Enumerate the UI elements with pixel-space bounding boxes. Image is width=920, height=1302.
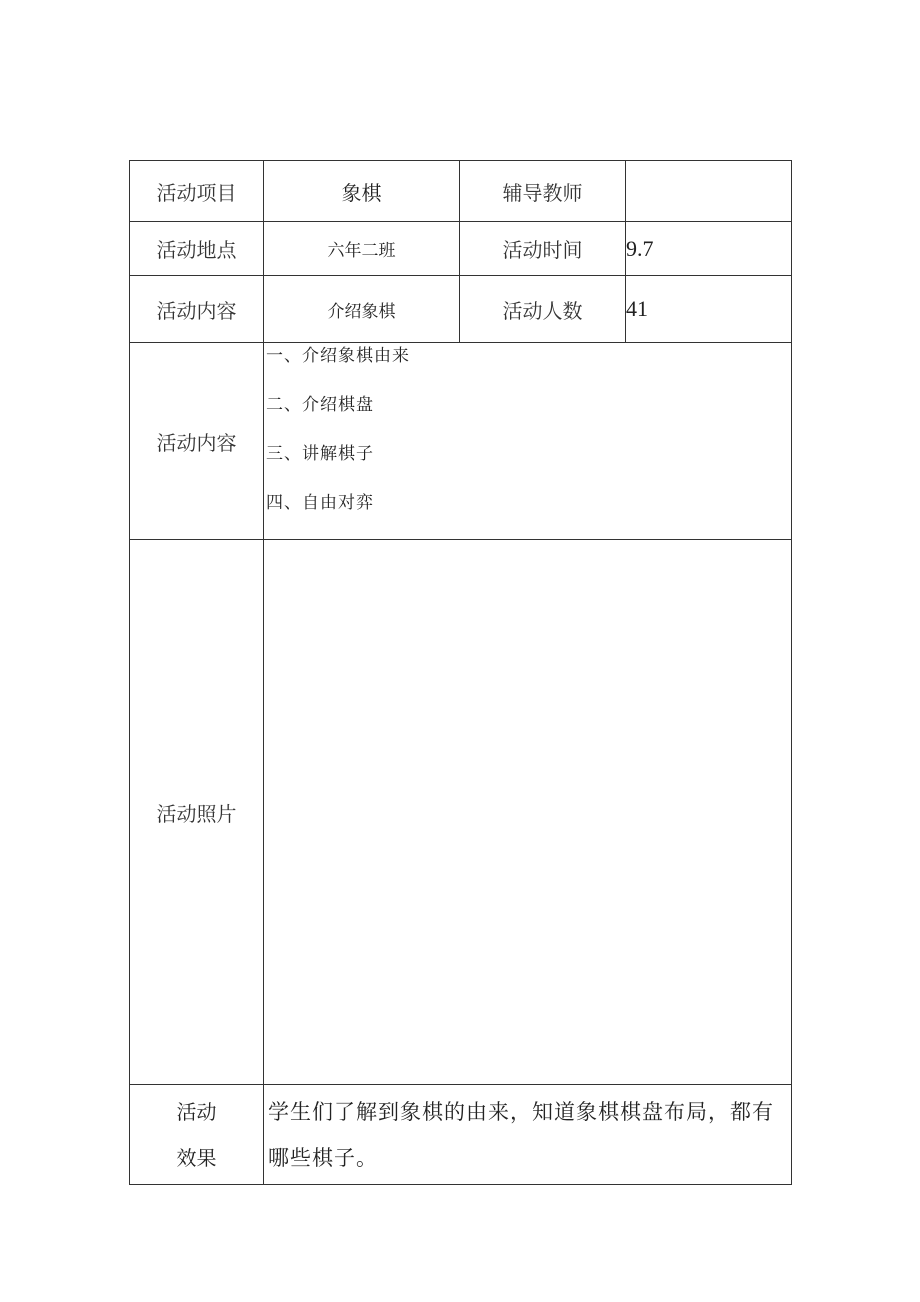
row-project [130, 161, 792, 222]
content-detail-list [264, 343, 792, 540]
row-effect [130, 1085, 792, 1185]
value-time: 9.7 [626, 222, 792, 276]
label-project: 活动项目 [130, 161, 264, 222]
label-photos: 活动照片 [130, 540, 264, 1085]
row-place [130, 222, 792, 276]
value-place: 六年二班 [264, 222, 460, 276]
content-item: 四、自由对弈 [266, 493, 374, 513]
label-count: 活动人数 [460, 276, 626, 343]
row-photos [130, 540, 792, 1085]
label-place: 活动地点 [130, 222, 264, 276]
label-content-detail: 活动内容 [130, 343, 264, 540]
content-item: 一、介绍象棋由来 [266, 346, 410, 366]
value-content-summary: 介绍象棋 [264, 276, 460, 343]
label-time: 活动时间 [460, 222, 626, 276]
activity-table [129, 160, 792, 1185]
label-effect [130, 1085, 264, 1185]
label-effect-line1: 活动 [176, 1099, 217, 1124]
value-teacher [626, 161, 792, 222]
activity-record-form [129, 160, 791, 1181]
label-effect-line2: 效果 [176, 1145, 217, 1170]
photos-area [264, 540, 792, 1085]
effect-text: 学生们了解到象棋的由来，知道象棋棋盘布局，都有哪些棋子。 [264, 1085, 792, 1185]
value-count: 41 [626, 276, 792, 343]
content-item: 二、介绍棋盘 [266, 395, 374, 415]
content-item: 三、讲解棋子 [266, 444, 374, 464]
value-project: 象棋 [264, 161, 460, 222]
row-content-detail [130, 343, 792, 540]
row-content-summary [130, 276, 792, 343]
label-content-summary: 活动内容 [130, 276, 264, 343]
label-teacher: 辅导教师 [460, 161, 626, 222]
